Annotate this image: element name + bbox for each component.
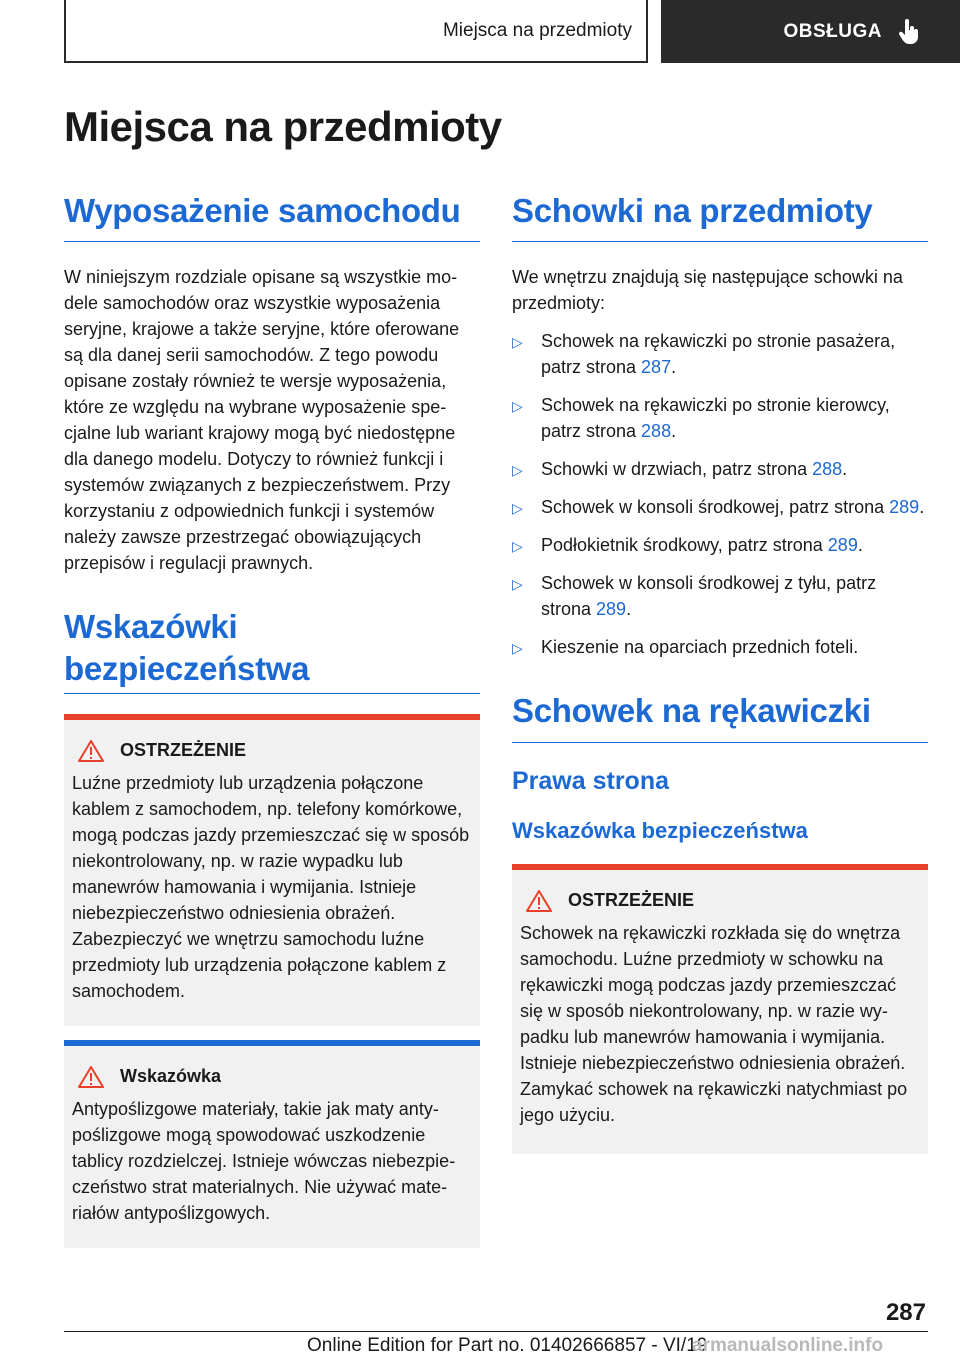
compartment-item-text: Schowek na rękawiczki po stronie pasażera, patrz strona xyxy=(541,331,896,378)
footer-watermark: armanualsonline.info xyxy=(692,1335,884,1356)
compartment-item-text: Schowek na rękawiczki po stronie kierowcy, patrz strona xyxy=(541,395,890,442)
warning-triangle-icon xyxy=(78,1066,104,1088)
page-reference-link[interactable]: 288 xyxy=(641,421,672,442)
item-end-punctuation: . xyxy=(671,357,677,378)
compartments-heading: Schowki na przedmioty xyxy=(512,190,928,242)
header-section-tab xyxy=(64,0,648,63)
section-tab-label: Miejsca na przedmioty xyxy=(442,19,632,41)
compartment-item-text: Podłokietnik środkowy, patrz strona xyxy=(541,535,828,556)
page-number: 287 xyxy=(885,1299,926,1326)
glovebox-heading: Schowek na rękawiczki xyxy=(512,690,928,742)
warning-triangle-icon xyxy=(526,890,552,912)
triangle-bullet-icon: ▷ xyxy=(512,334,523,351)
glovebox-warning-header xyxy=(520,890,920,912)
item-end-punctuation: . xyxy=(842,459,848,480)
compartment-list-item xyxy=(512,532,928,558)
page-reference-link[interactable]: 288 xyxy=(812,459,843,480)
triangle-bullet-icon: ▷ xyxy=(512,538,523,555)
compartment-item-text: Kieszenie na oparciach przednich foteli. xyxy=(541,637,859,658)
page-reference-link[interactable]: 287 xyxy=(641,357,672,378)
warning-box-header xyxy=(72,740,472,762)
compartment-list-item xyxy=(512,456,928,482)
note-title: Wskazówka xyxy=(120,1066,222,1087)
compartment-item-text: Schowek w konsoli środkowej z tyłu, patrz strona xyxy=(541,573,877,620)
triangle-bullet-icon: ▷ xyxy=(512,640,523,657)
footer-edition: Online Edition for Part no. 01402666857 - VI/19 xyxy=(307,1335,708,1356)
glovebox-subheading: Prawa strona xyxy=(512,766,670,795)
glovebox-safety-heading: Wskazówka bezpieczeństwa xyxy=(512,817,808,843)
note-text: Antypoślizgowe materiały, takie jak maty antypoślizgowe mogą spowodować uszkodzenie tablicy rozdzielczej. Istnieje wówczas niebezpieczeństwo strat materialnych. Nie używać materiałów antypoślizgowych. xyxy=(72,1098,456,1223)
warning-box xyxy=(64,714,480,1026)
warning-title: OSTRZEŻENIE xyxy=(120,740,247,761)
item-end-punctuation: . xyxy=(857,535,863,556)
footer-divider xyxy=(64,1331,928,1332)
note-box xyxy=(64,1040,480,1248)
header-chapter-tab xyxy=(661,0,960,63)
page-reference-link[interactable]: 289 xyxy=(827,535,858,556)
page-reference-link[interactable]: 289 xyxy=(596,599,627,620)
compartment-list-item xyxy=(512,494,928,520)
compartment-list-item xyxy=(512,328,928,380)
triangle-bullet-icon: ▷ xyxy=(512,576,523,593)
triangle-bullet-icon: ▷ xyxy=(512,462,523,479)
glovebox-warning-text: Schowek na rękawiczki rozkłada się do wnętrza samochodu. Luźne przedmioty w schowku na rękawiczki mogą podczas jazdy przemieszczać się w sposób niekontrolowany, np. w razie wypadku lub manewrów hamowania i wymijania. Istnieje niebezpieczeństwo odniesienia obrażeń. Zamykać schowek na rękawiczki natychmiast po jego użyciu. xyxy=(520,922,908,1125)
item-end-punctuation: . xyxy=(626,599,632,620)
hand-pointer-icon xyxy=(898,19,920,45)
left-column xyxy=(64,190,480,1248)
compartment-list-item xyxy=(512,634,928,660)
warning-text: Luźne przedmioty lub urządzenia połączone kablem z samochodem, np. telefony komórkowe, mogą podczas jazdy przemieszczać się w sposób niekontrolowany, np. w razie wypadku lub manewrów hamowania i wymijania. Istnieje niebezpieczeństwo odniesienia obrażeń. Zabezpieczyć we wnętrzu samochodu luźne przedmioty lub urządzenia połączone kablem z samochodem. xyxy=(72,772,470,1001)
compartment-list-item xyxy=(512,570,928,622)
compartment-item-text: Schowki w drzwiach, patrz strona xyxy=(541,459,813,480)
item-end-punctuation: . xyxy=(671,421,677,442)
warning-triangle-icon xyxy=(78,740,104,762)
triangle-bullet-icon: ▷ xyxy=(512,500,523,517)
glovebox-warning-title: OSTRZEŻENIE xyxy=(568,890,695,910)
compartments-list xyxy=(512,328,928,660)
glovebox-warning-box xyxy=(512,864,928,1154)
chapter-tab-label: OBSŁUGA xyxy=(783,20,882,42)
item-end-punctuation: . xyxy=(919,497,925,518)
compartments-intro: We wnętrzu znajdują się następujące schowki na przedmioty: xyxy=(512,267,903,314)
equipment-text: W niniejszym rozdziale opisane są wszystkie modele samochodów oraz wszystkie wyposażenia seryjne, krajowe a także seryjne, które oferowane są dla danej serii samochodów. Z tego powodu opisane zostały również te wersje wyposażenia, które ze względu na wybrane wyposażenie specjalne lub wariant krajowy mogą być niedostępne dla danego modelu. Dotyczy to również funkcji i systemów związanych z bezpieczeństwem. Przy korzystaniu z odpowiednich funkcji i systemów należy zawsze przestrzegać obowiązujących przepisów i regulacji prawnych. xyxy=(64,267,460,574)
compartment-list-item xyxy=(512,392,928,444)
equipment-heading: Wyposażenie samochodu xyxy=(64,190,480,242)
compartment-item-text: Schowek w konsoli środkowej, patrz strona xyxy=(541,497,890,518)
triangle-bullet-icon: ▷ xyxy=(512,398,523,415)
note-box-header xyxy=(72,1066,472,1088)
page-reference-link[interactable]: 289 xyxy=(889,497,920,518)
right-column xyxy=(512,190,928,1154)
safety-heading: Wskazówki bezpieczeństwa xyxy=(64,606,480,694)
page-title: Miejsca na przedmioty xyxy=(64,103,502,150)
